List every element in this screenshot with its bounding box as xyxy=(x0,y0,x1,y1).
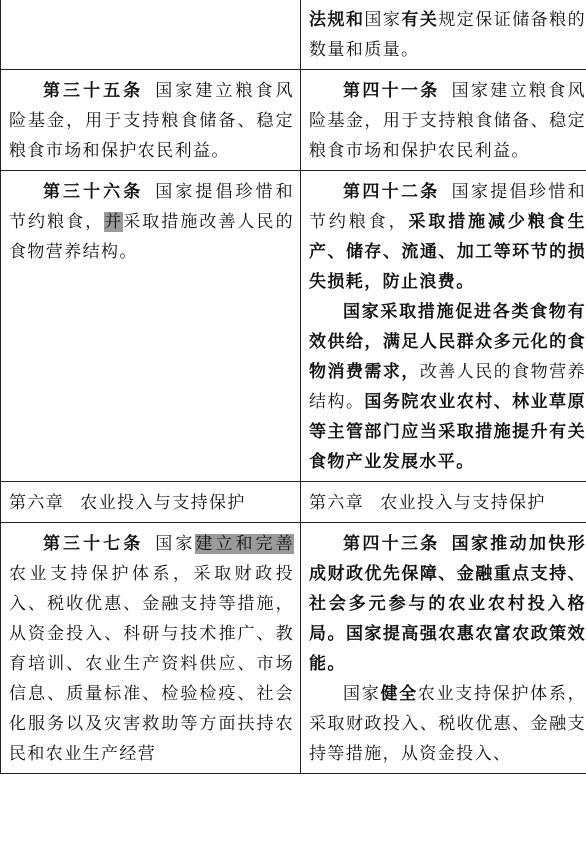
highlighted-text: 并 xyxy=(104,212,124,232)
right-cell xyxy=(301,171,586,482)
article-text: 国家提倡珍惜和节约粮食， xyxy=(9,182,295,232)
paragraph xyxy=(309,529,586,679)
bold-text: 有关 xyxy=(401,10,439,30)
left-cell xyxy=(1,70,301,171)
paragraph xyxy=(9,177,294,267)
paragraph xyxy=(309,76,586,166)
article-text: 国家 xyxy=(155,534,196,554)
bold-text: 国家采取措施促进各类食物有效供给，满足人民群众多元化的食物消费需求， xyxy=(309,302,586,382)
bold-text: 健全 xyxy=(380,684,418,704)
chapter-number: 第六章 xyxy=(9,493,65,513)
article-number: 第三十六条 xyxy=(43,182,144,202)
text-run: 国家 xyxy=(364,10,402,30)
table-row xyxy=(1,0,586,70)
article-text: 国家建立粮食风险基金，用于支持粮食储备、稳定粮食市场和保护农民利益。 xyxy=(309,81,586,161)
paragraph xyxy=(309,297,586,477)
left-cell xyxy=(1,0,301,70)
article-text: 农业支持保护体系，采取财政投入、税收优惠、金融支持等措施，从资金投入、 xyxy=(309,684,586,764)
bold-text: 采取措施减少粮食生产、储存、流通、加工等环节的损失损耗，防止浪费。 xyxy=(309,212,586,292)
article-number: 第四十二条 xyxy=(343,182,440,202)
paragraph xyxy=(9,529,294,769)
article-text: 国家 xyxy=(343,684,381,704)
right-cell xyxy=(301,70,586,171)
paragraph xyxy=(9,76,294,166)
article-text: 改善人民的食物营养结构。 xyxy=(309,362,586,412)
text-run: 规定保证储备粮的数量和质量。 xyxy=(309,10,586,60)
chapter-title: 农业投入与支持保护 xyxy=(380,493,546,513)
table-row xyxy=(1,70,586,171)
right-cell xyxy=(301,523,586,774)
article-number: 第三十七条 xyxy=(43,534,144,554)
article-text: 国家提倡珍惜和节约粮食， xyxy=(309,182,586,232)
highlighted-text: 建立和完善 xyxy=(195,534,295,554)
paragraph xyxy=(309,679,586,769)
table-row xyxy=(1,482,586,523)
bold-text: 法规和 xyxy=(309,10,365,30)
table-row xyxy=(1,171,586,482)
table-row xyxy=(1,523,586,774)
left-cell xyxy=(1,171,301,482)
article-text: 国家建立粮食风险基金，用于支持粮食储备、稳定粮食市场和保护农民利益。 xyxy=(9,81,295,161)
article-number: 第四十一条 xyxy=(343,81,440,101)
chapter-title: 农业投入与支持保护 xyxy=(80,493,246,513)
right-cell xyxy=(301,0,586,70)
chapter-heading xyxy=(301,482,586,523)
article-text: 农业支持保护体系，采取财政投入、税收优惠、金融支持等措施，从资金投入、科研与技术推广、教育培训、农业生产资料供应、市场信息、质量标准、检验检疫、社会化服务以及灾害救助等方面扶持农民和农业生产经营 xyxy=(9,564,294,764)
article-number: 第三十五条 xyxy=(43,81,144,101)
paragraph xyxy=(309,177,586,297)
chapter-heading xyxy=(1,482,301,523)
paragraph xyxy=(309,5,586,65)
left-cell xyxy=(1,523,301,774)
bold-text: 国家推动加快形成财政优先保障、金融重点支持、社会多元参与的农业农村投入格局。国家提高强农惠农富农政策效能。 xyxy=(309,534,586,674)
article-text: 采取措施改善人民的食物营养结构。 xyxy=(9,212,294,262)
chapter-number: 第六章 xyxy=(309,493,365,513)
bold-text: 国务院农业农村、林业草原等主管部门应当采取措施提升有关食物产业发展水平。 xyxy=(309,392,586,472)
article-number: 第四十三条 xyxy=(343,534,440,554)
